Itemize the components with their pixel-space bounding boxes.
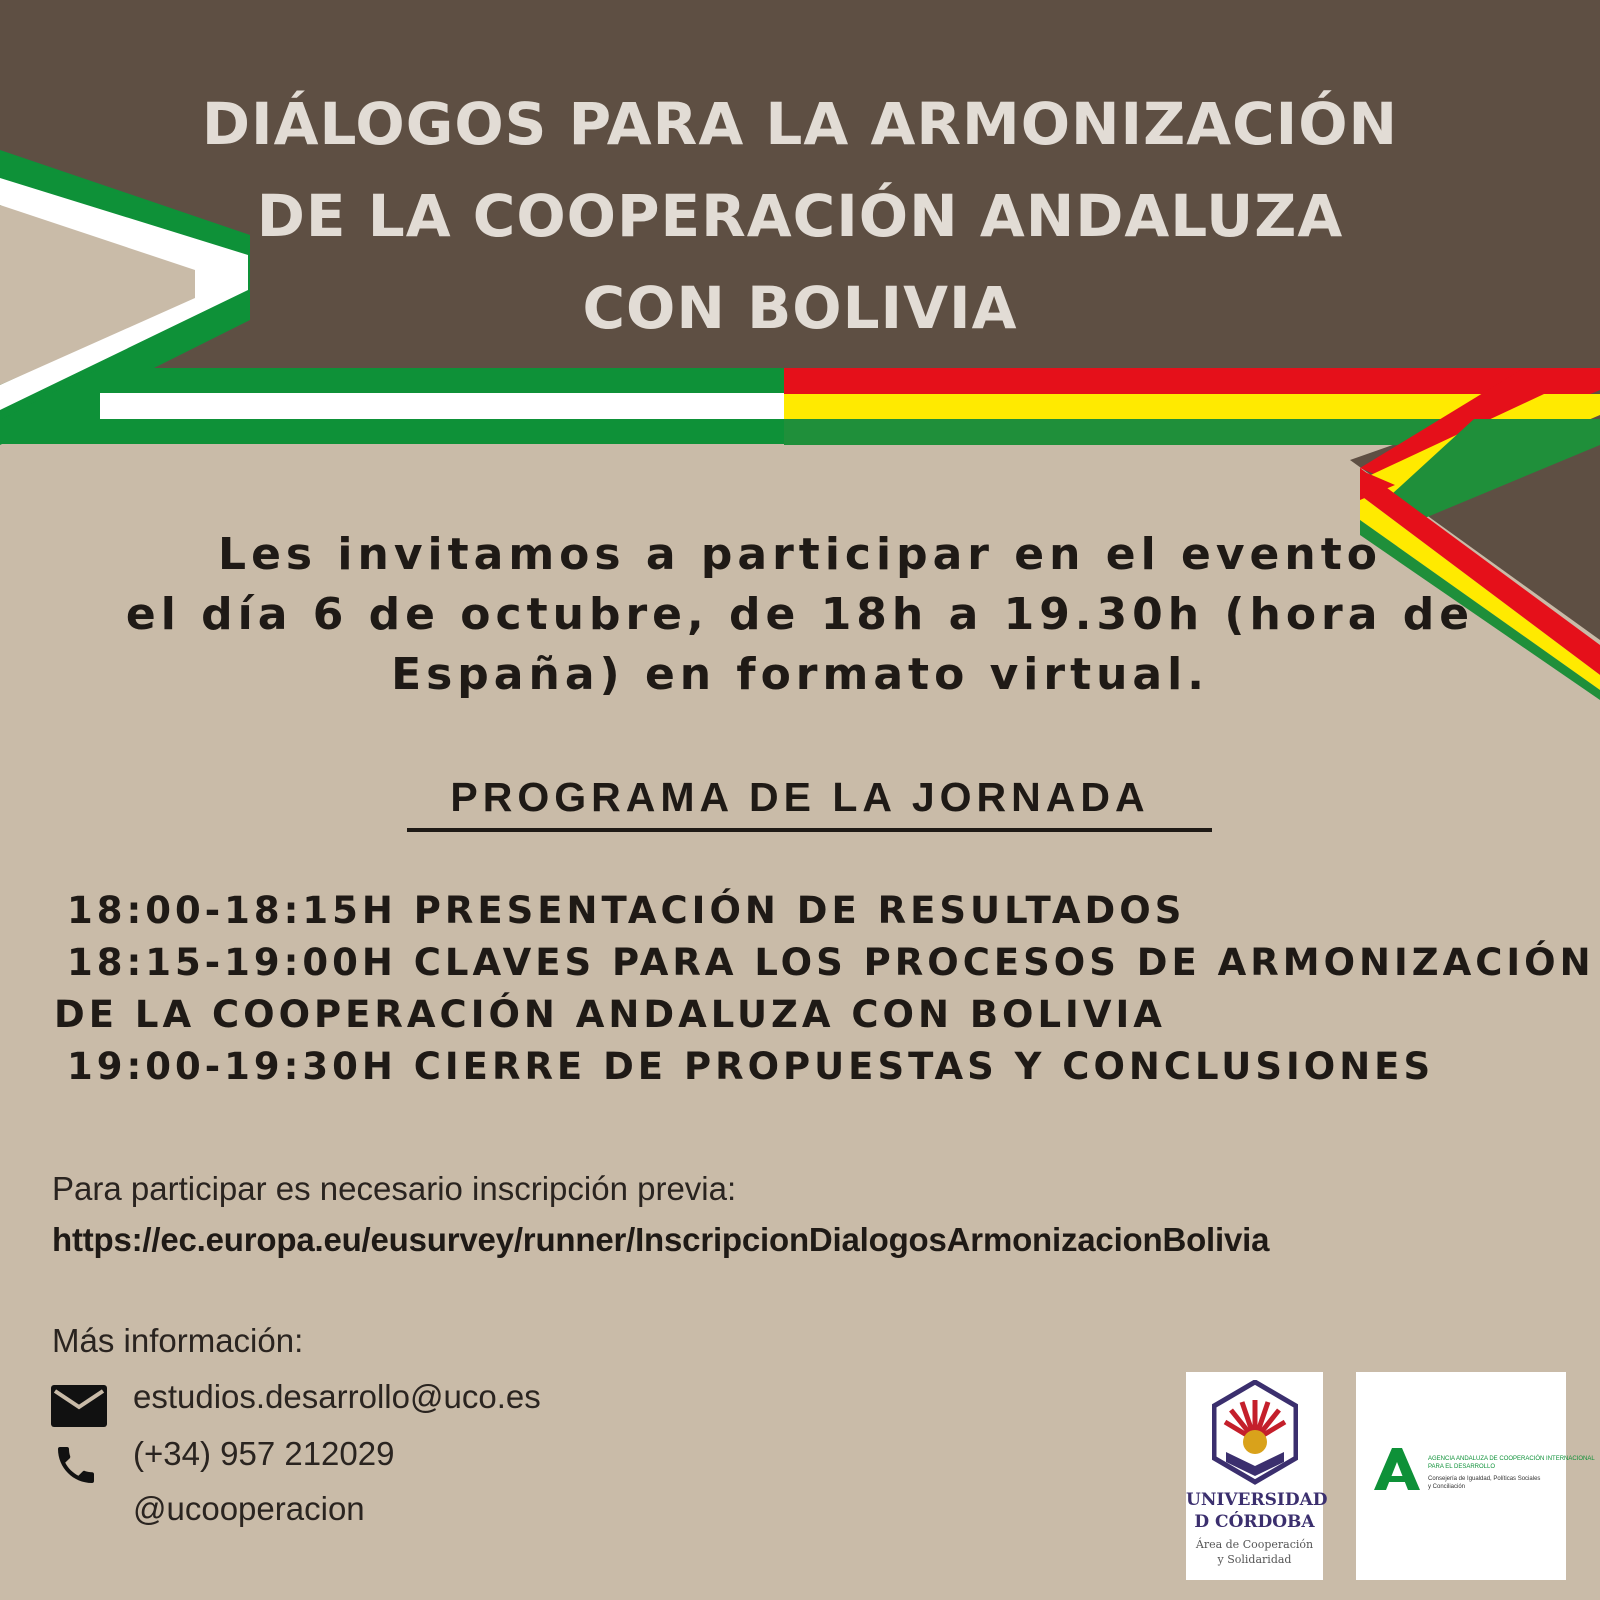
more-info-label: Más información: [52, 1322, 304, 1359]
program-schedule [54, 885, 1595, 1093]
contact-phone[interactable]: (+34) 957 212029 [133, 1435, 395, 1472]
schedule-line-4: 19:00-19:30H CIERRE DE PROPUESTAS Y CONCLUSIONES [67, 1045, 1435, 1088]
registration-link[interactable]: https://ec.europa.eu/eusurvey/runner/InscripcionDialogosArmonizacionBolivia [52, 1221, 1270, 1258]
bolivia-band-yellow [784, 394, 1544, 419]
bolivia-band-green [784, 419, 1474, 445]
junta-agency-line-1: AGENCIA ANDALUZA DE COOPERACIÓN INTERNACIONAL [1428, 1456, 1595, 1462]
schedule-line-1: 18:00-18:15H PRESENTACIÓN DE RESULTADOS [67, 889, 1186, 932]
title-line-2: DE LA COOPERACIÓN ANDALUZA [256, 182, 1344, 250]
junta-andalucia-logo [1356, 1372, 1595, 1580]
program-title-underline [407, 828, 1212, 832]
junta-dept-line-2: y Conciliación [1428, 1484, 1466, 1490]
invitation-line-3: España) en formato virtual. [391, 649, 1209, 700]
uco-sub-line-1: Área de Cooperación [1195, 1538, 1314, 1551]
contact-social-handle[interactable]: @ucooperacion [133, 1490, 365, 1527]
title-line-3: CON BOLIVIA [582, 274, 1018, 342]
uco-sub-line-2: y Solidaridad [1217, 1553, 1292, 1566]
bolivia-band-red [784, 368, 1524, 394]
junta-a-icon [1372, 1448, 1420, 1490]
program-title: PROGRAMA DE LA JORNADA [450, 774, 1150, 820]
schedule-line-3: DE LA COOPERACIÓN ANDALUZA CON BOLIVIA [54, 993, 1166, 1036]
title-line-1: DIÁLOGOS PARA LA ARMONIZACIÓN [201, 90, 1399, 158]
uco-name-line-2: D CÓRDOBA [1194, 1512, 1315, 1532]
uco-emblem [1212, 1380, 1298, 1486]
junta-agency-line-2: PARA EL DESARROLLO [1428, 1464, 1496, 1470]
andalusia-band-white [60, 393, 784, 419]
registration-label: Para participar es necesario inscripción previa: [52, 1170, 737, 1207]
schedule-line-2: 18:15-19:00H CLAVES PARA LOS PROCESOS DE ARMONIZACIÓN [67, 941, 1595, 984]
uco-logo [1186, 1372, 1328, 1580]
invitation-text [100, 525, 1500, 705]
junta-dept-line-1: Consejería de Igualdad, Políticas Sociales [1428, 1476, 1541, 1482]
page-title [0, 78, 1600, 354]
invitation-line-1: Les invitamos a participar en el evento [218, 529, 1382, 580]
invitation-line-2: el día 6 de octubre, de 18h a 19.30h (hora de [125, 589, 1475, 640]
mail-icon [51, 1385, 107, 1427]
contact-email[interactable]: estudios.desarrollo@uco.es [133, 1378, 541, 1415]
uco-name-line-1: UNIVERSIDAD [1186, 1490, 1328, 1510]
phone-icon [52, 1440, 100, 1490]
